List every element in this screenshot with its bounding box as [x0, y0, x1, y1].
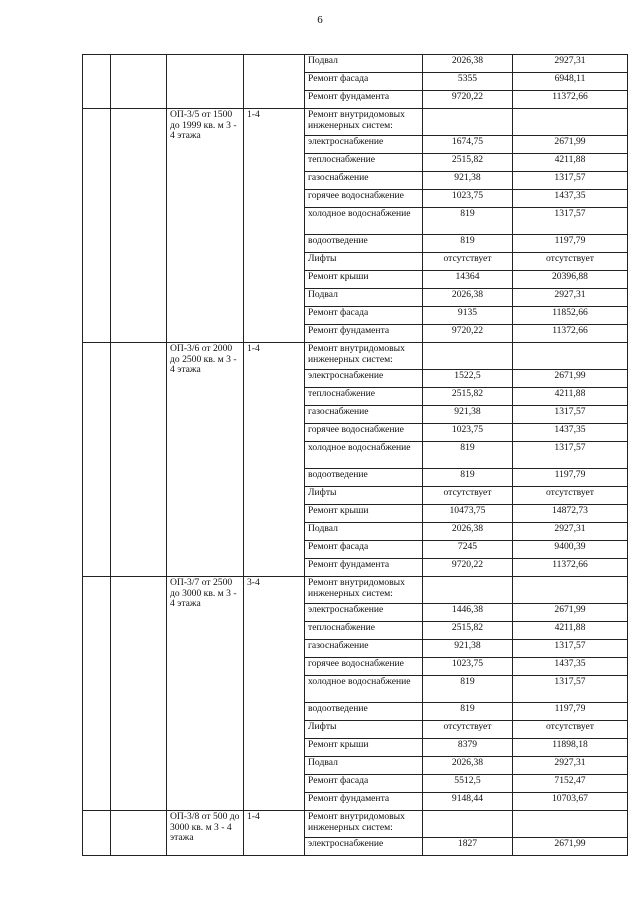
- value-cost-1: 2026,38: [423, 757, 513, 775]
- value-cost-2: отсутствует: [513, 721, 628, 739]
- item-label: Ремонт фундамента: [305, 325, 423, 343]
- item-label: Ремонт фундамента: [305, 793, 423, 811]
- value-cost-1: 1023,75: [423, 658, 513, 676]
- object-type-cell: ОП-3/5 от 1500 до 1999 кв. м 3 - 4 этажа: [167, 109, 244, 343]
- value-cost-1: 921,38: [423, 640, 513, 658]
- value-cost-2: 1197,79: [513, 235, 628, 253]
- item-label: Ремонт крыши: [305, 739, 423, 757]
- value-cost-1: [423, 343, 513, 370]
- empty-cell: [111, 109, 167, 343]
- item-label: электроснабжение: [305, 370, 423, 388]
- table-row: [83, 343, 628, 370]
- value-cost-2: 2927,31: [513, 523, 628, 541]
- empty-cell: [111, 577, 167, 811]
- value-cost-2: [513, 343, 628, 370]
- item-label: горячее водоснабжение: [305, 190, 423, 208]
- item-label: электроснабжение: [305, 136, 423, 154]
- value-cost-1: 9720,22: [423, 325, 513, 343]
- value-cost-1: 9720,22: [423, 91, 513, 109]
- item-label: Ремонт фасада: [305, 73, 423, 91]
- item-label: водоотведение: [305, 703, 423, 721]
- value-cost-2: 11372,66: [513, 559, 628, 577]
- item-label: теплоснабжение: [305, 622, 423, 640]
- empty-cell: [111, 811, 167, 856]
- value-cost-1: 2026,38: [423, 523, 513, 541]
- value-cost-2: [513, 109, 628, 136]
- item-label: холодное водоснабжение: [305, 208, 423, 235]
- item-label: Подвал: [305, 55, 423, 73]
- value-cost-1: [423, 811, 513, 838]
- value-cost-1: отсутствует: [423, 253, 513, 271]
- value-cost-1: отсутствует: [423, 721, 513, 739]
- table-row: [83, 55, 628, 73]
- item-label: Ремонт крыши: [305, 505, 423, 523]
- value-cost-2: 20396,88: [513, 271, 628, 289]
- value-cost-2: 2927,31: [513, 55, 628, 73]
- value-cost-2: 1197,79: [513, 703, 628, 721]
- value-cost-2: 1317,57: [513, 406, 628, 424]
- value-cost-2: 4211,88: [513, 154, 628, 172]
- value-cost-2: 1317,57: [513, 640, 628, 658]
- value-cost-1: 921,38: [423, 172, 513, 190]
- value-cost-2: 2671,99: [513, 838, 628, 856]
- floors-cell: 3-4: [244, 577, 305, 811]
- item-label: Подвал: [305, 523, 423, 541]
- empty-cell: [83, 577, 111, 811]
- floors-cell: 1-4: [244, 811, 305, 856]
- value-cost-1: 10473,75: [423, 505, 513, 523]
- value-cost-2: 1317,57: [513, 208, 628, 235]
- item-label: Лифты: [305, 253, 423, 271]
- value-cost-1: 2515,82: [423, 154, 513, 172]
- item-label: водоотведение: [305, 469, 423, 487]
- value-cost-2: 1437,35: [513, 658, 628, 676]
- empty-cell: [83, 55, 111, 109]
- value-cost-1: 9135: [423, 307, 513, 325]
- value-cost-2: 11852,66: [513, 307, 628, 325]
- value-cost-2: 1437,35: [513, 424, 628, 442]
- value-cost-1: 1522,5: [423, 370, 513, 388]
- value-cost-1: 1827: [423, 838, 513, 856]
- item-label: Ремонт внутридомовых инженерных систем:: [305, 109, 423, 136]
- item-label: электроснабжение: [305, 604, 423, 622]
- value-cost-2: отсутствует: [513, 253, 628, 271]
- value-cost-2: 1317,57: [513, 442, 628, 469]
- value-cost-1: 819: [423, 442, 513, 469]
- item-label: Ремонт крыши: [305, 271, 423, 289]
- value-cost-2: 10703,67: [513, 793, 628, 811]
- value-cost-2: 1317,57: [513, 676, 628, 703]
- floors-cell: 1-4: [244, 109, 305, 343]
- floors-cell: 1-4: [244, 343, 305, 577]
- cost-table: [82, 54, 628, 856]
- value-cost-1: 2026,38: [423, 55, 513, 73]
- object-type-cell: ОП-3/7 от 2500 до 3000 кв. м 3 - 4 этажа: [167, 577, 244, 811]
- empty-cell: [167, 55, 244, 109]
- value-cost-2: 1437,35: [513, 190, 628, 208]
- value-cost-2: 11372,66: [513, 325, 628, 343]
- item-label: теплоснабжение: [305, 388, 423, 406]
- value-cost-1: 5512,5: [423, 775, 513, 793]
- item-label: Ремонт фасада: [305, 541, 423, 559]
- value-cost-1: 14364: [423, 271, 513, 289]
- value-cost-2: 2671,99: [513, 136, 628, 154]
- value-cost-2: отсутствует: [513, 487, 628, 505]
- value-cost-2: [513, 577, 628, 604]
- value-cost-2: 2927,31: [513, 289, 628, 307]
- item-label: Лифты: [305, 487, 423, 505]
- value-cost-1: 2026,38: [423, 289, 513, 307]
- item-label: Ремонт фасада: [305, 307, 423, 325]
- item-label: Ремонт фундамента: [305, 559, 423, 577]
- item-label: Ремонт фундамента: [305, 91, 423, 109]
- item-label: холодное водоснабжение: [305, 676, 423, 703]
- item-label: Ремонт внутридомовых инженерных систем:: [305, 811, 423, 838]
- value-cost-2: 1197,79: [513, 469, 628, 487]
- item-label: холодное водоснабжение: [305, 442, 423, 469]
- item-label: Ремонт внутридомовых инженерных систем:: [305, 577, 423, 604]
- empty-cell: [111, 55, 167, 109]
- page-number: 6: [317, 14, 323, 26]
- value-cost-2: 2927,31: [513, 757, 628, 775]
- value-cost-1: 2515,82: [423, 622, 513, 640]
- item-label: электроснабжение: [305, 838, 423, 856]
- table-row: [83, 811, 628, 838]
- item-label: водоотведение: [305, 235, 423, 253]
- value-cost-2: 7152,47: [513, 775, 628, 793]
- item-label: теплоснабжение: [305, 154, 423, 172]
- item-label: газоснабжение: [305, 640, 423, 658]
- empty-cell: [111, 343, 167, 577]
- value-cost-1: 2515,82: [423, 388, 513, 406]
- value-cost-1: 1674,75: [423, 136, 513, 154]
- value-cost-1: [423, 109, 513, 136]
- item-label: Ремонт внутридомовых инженерных систем:: [305, 343, 423, 370]
- value-cost-2: 4211,88: [513, 388, 628, 406]
- empty-cell: [244, 55, 305, 109]
- value-cost-1: 9720,22: [423, 559, 513, 577]
- value-cost-2: 14872,73: [513, 505, 628, 523]
- value-cost-1: 819: [423, 208, 513, 235]
- value-cost-1: 5355: [423, 73, 513, 91]
- value-cost-2: 11372,66: [513, 91, 628, 109]
- value-cost-1: 921,38: [423, 406, 513, 424]
- value-cost-1: 1023,75: [423, 190, 513, 208]
- value-cost-1: отсутствует: [423, 487, 513, 505]
- object-type-cell: ОП-3/8 от 500 до 3000 кв. м 3 - 4 этажа: [167, 811, 244, 856]
- value-cost-1: [423, 577, 513, 604]
- value-cost-1: 819: [423, 235, 513, 253]
- value-cost-1: 819: [423, 469, 513, 487]
- empty-cell: [83, 109, 111, 343]
- item-label: Подвал: [305, 289, 423, 307]
- empty-cell: [83, 343, 111, 577]
- item-label: горячее водоснабжение: [305, 424, 423, 442]
- value-cost-1: 7245: [423, 541, 513, 559]
- value-cost-1: 8379: [423, 739, 513, 757]
- value-cost-2: 2671,99: [513, 370, 628, 388]
- value-cost-2: 11898,18: [513, 739, 628, 757]
- value-cost-1: 1023,75: [423, 424, 513, 442]
- item-label: Подвал: [305, 757, 423, 775]
- item-label: газоснабжение: [305, 172, 423, 190]
- table-row: [83, 577, 628, 604]
- value-cost-1: 9148,44: [423, 793, 513, 811]
- item-label: газоснабжение: [305, 406, 423, 424]
- value-cost-2: 4211,88: [513, 622, 628, 640]
- object-type-cell: ОП-3/6 от 2000 до 2500 кв. м 3 - 4 этажа: [167, 343, 244, 577]
- value-cost-1: 819: [423, 676, 513, 703]
- table-body: [83, 55, 628, 856]
- value-cost-2: 6948,11: [513, 73, 628, 91]
- value-cost-2: 2671,99: [513, 604, 628, 622]
- item-label: горячее водоснабжение: [305, 658, 423, 676]
- table-row: [83, 109, 628, 136]
- item-label: Лифты: [305, 721, 423, 739]
- value-cost-2: 1317,57: [513, 172, 628, 190]
- value-cost-1: 1446,38: [423, 604, 513, 622]
- value-cost-1: 819: [423, 703, 513, 721]
- value-cost-2: [513, 811, 628, 838]
- value-cost-2: 9400,39: [513, 541, 628, 559]
- empty-cell: [83, 811, 111, 856]
- item-label: Ремонт фасада: [305, 775, 423, 793]
